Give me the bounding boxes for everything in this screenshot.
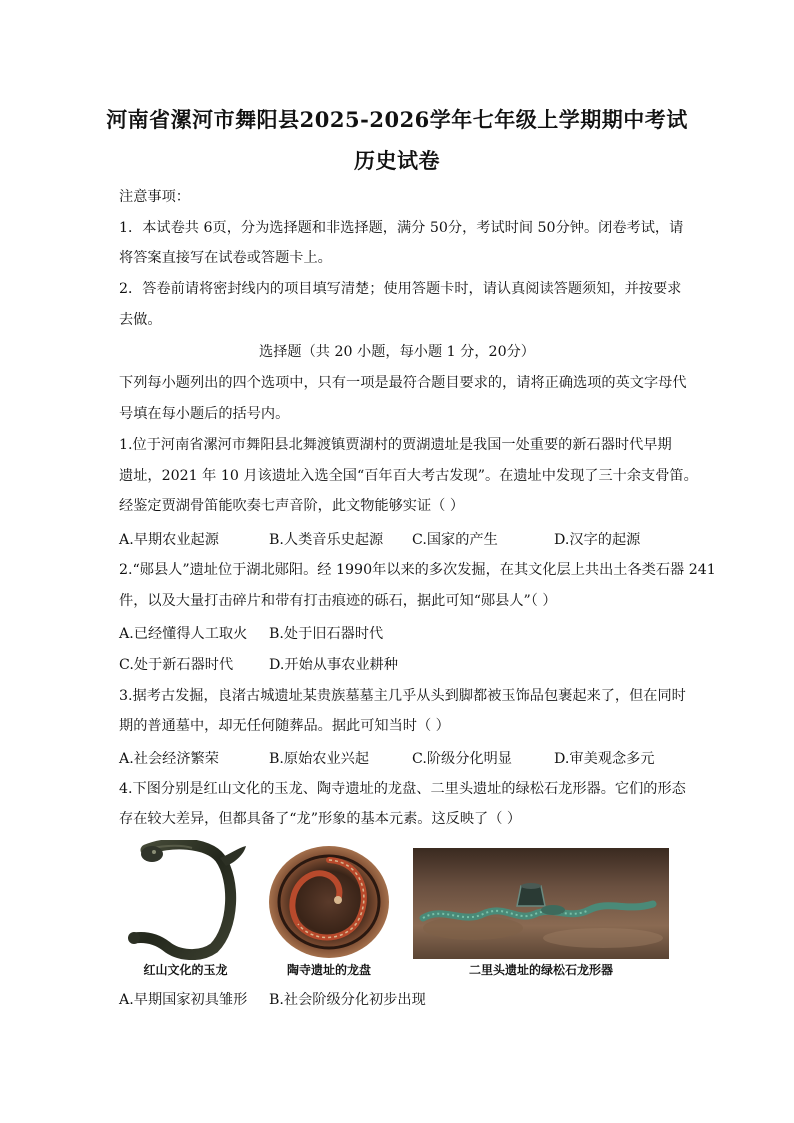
question-4: 4.下图分别是红山文化的玉龙、陶寺遗址的龙盘、二里头遗址的绿松石龙形器。它们的形态 — [119, 781, 686, 797]
question-2: 2.“郧县人”遗址位于湖北郧阳。经 1990年以来的多次发掘，在其文化层上共出土各类石器 241 — [119, 562, 716, 578]
caption-jade-dragon: 红山文化的玉龙 — [143, 963, 228, 977]
q2-option-a[interactable]: A.已经懂得人工取火 — [119, 626, 248, 642]
turquoise-dragon-image — [413, 848, 669, 959]
q4-option-b[interactable]: B.社会阶级分化初步出现 — [269, 992, 426, 1008]
section-instructions-cont: 号填在每小题后的括号内。 — [119, 406, 290, 422]
question-1-stem: 经鉴定贾湖骨笛能吹奏七声音阶，此文物能够实证（ ） — [119, 498, 465, 514]
q2-option-d[interactable]: D.开始从事农业耕种 — [269, 657, 398, 673]
dragon-plate-image — [264, 842, 394, 962]
q4-option-a[interactable]: A.早期国家初具雏形 — [119, 992, 248, 1008]
q3-option-a[interactable]: A.社会经济繁荣 — [119, 751, 219, 767]
q1-option-a[interactable]: A.早期农业起源 — [119, 532, 219, 548]
q2-option-b[interactable]: B.处于旧石器时代 — [269, 626, 384, 642]
notice-item-1-cont: 将答案直接写在试卷或答题卡上。 — [119, 250, 332, 266]
section-heading: 选择题（共 20 小题，每小题 1 分，20分） — [259, 344, 535, 360]
exam-title: 河南省漯河市舞阳县2025-2026学年七年级上学期期中考试 — [106, 107, 688, 132]
question-3: 3.据考古发掘，良渚古城遗址某贵族墓墓主几乎从头到脚都被玉饰品包裹起来了，但在同时 — [119, 688, 686, 704]
exam-subject: 历史试卷 — [354, 148, 440, 173]
q3-option-b[interactable]: B.原始农业兴起 — [269, 751, 370, 767]
question-4-stem: 存在较大差异，但都具备了“龙”形象的基本元素。这反映了（ ） — [119, 811, 522, 827]
q3-option-d[interactable]: D.审美观念多元 — [554, 751, 655, 767]
caption-dragon-plate: 陶寺遗址的龙盘 — [286, 963, 371, 977]
q2-option-c[interactable]: C.处于新石器时代 — [119, 657, 234, 673]
q1-option-d[interactable]: D.汉字的起源 — [554, 532, 641, 548]
section-instructions: 下列每小题列出的四个选项中，只有一项是最符合题目要求的，请将正确选项的英文字母代 — [119, 375, 687, 391]
jade-dragon-image — [118, 840, 253, 960]
notice-item-1: 1．本试卷共 6页，分为选择题和非选择题，满分 50分，考试时间 50分钟。闭卷考试，请 — [119, 220, 684, 236]
notice-item-2-cont: 去做。 — [119, 312, 162, 328]
q3-option-c[interactable]: C.阶级分化明显 — [412, 751, 512, 767]
notice-item-2: 2．答卷前请将密封线内的项目填写清楚；使用答题卡时，请认真阅读答题须知，并按要求 — [119, 281, 682, 297]
question-1-cont: 遗址，2021 年 10 月该遗址入选全国“百年百大考古发现”。在遗址中发现了三十余支骨笛。 — [119, 468, 698, 484]
q1-option-c[interactable]: C.国家的产生 — [412, 532, 498, 548]
question-2-stem: 件，以及大量打击碎片和带有打击痕迹的砾石，据此可知“郧县人”（ ） — [119, 593, 557, 609]
caption-turquoise-dragon: 二里头遗址的绿松石龙形器 — [468, 963, 613, 977]
notice-heading: 注意事项： — [119, 189, 190, 205]
question-3-stem: 期的普通墓中，却无任何随葬品。据此可知当时（ ） — [119, 718, 450, 734]
q1-option-b[interactable]: B.人类音乐史起源 — [269, 532, 384, 548]
question-1: 1.位于河南省漯河市舞阳县北舞渡镇贾湖村的贾湖遗址是我国一处重要的新石器时代早期 — [119, 437, 672, 453]
